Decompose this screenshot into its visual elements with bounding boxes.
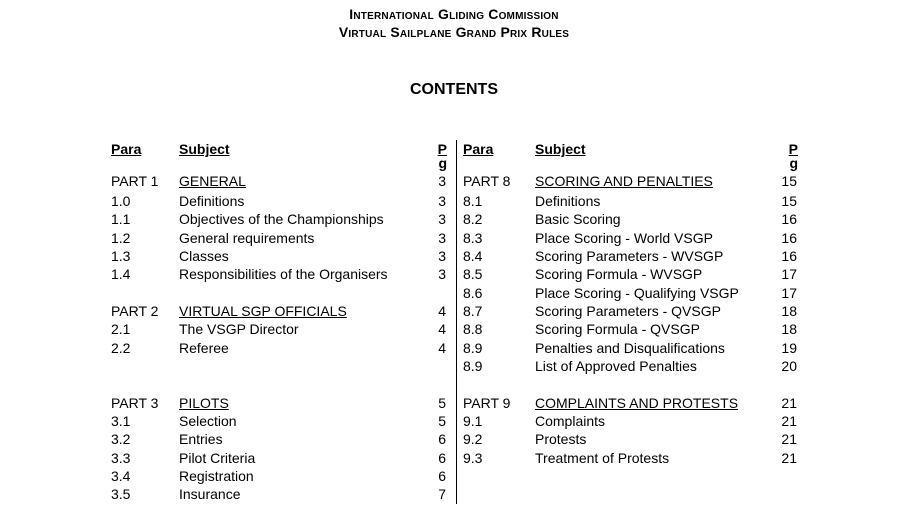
toc-part-number: PART 2	[111, 303, 159, 319]
toc-subject: Insurance	[179, 486, 241, 502]
toc-para-number: 8.9	[463, 358, 483, 374]
toc-para-number: 8.4	[463, 248, 483, 264]
toc-subject: Referee	[179, 340, 229, 356]
toc-page-number: 3	[438, 211, 446, 227]
toc-page-number: 6	[438, 450, 446, 466]
toc-page-number: 21	[781, 431, 797, 447]
doc-header-line1: International Gliding Commission	[349, 6, 559, 22]
toc-page-number: 15	[781, 173, 797, 189]
toc-page-number: 3	[438, 193, 446, 209]
toc-para-number: 2.1	[111, 321, 131, 337]
toc-part-title: GENERAL	[179, 173, 246, 189]
toc-subject: Pilot Criteria	[179, 450, 256, 466]
toc-page-number: 4	[438, 321, 446, 337]
toc-page-number: 18	[781, 321, 797, 337]
toc-page-number: 3	[438, 173, 446, 189]
toc-part-number: PART 3	[111, 395, 159, 411]
toc-page-number: 19	[781, 340, 797, 356]
toc-para-number: 2.2	[111, 340, 131, 356]
doc-header-line2: Virtual Sailplane Grand Prix Rules	[338, 24, 570, 40]
toc-page-number: 21	[781, 413, 797, 429]
toc-subject: Scoring Parameters - WVSGP	[535, 248, 724, 264]
toc-part-title: VIRTUAL SGP OFFICIALS	[179, 303, 347, 319]
toc-para-number: 3.1	[111, 413, 131, 429]
toc-para-number: 8.3	[463, 230, 483, 246]
toc-para-number: 1.3	[111, 248, 131, 264]
toc-page-number: 16	[781, 211, 797, 227]
toc-para-number: 1.2	[111, 230, 131, 246]
right-pg-header: Pg	[788, 141, 798, 171]
toc-subject: Definitions	[535, 193, 601, 209]
toc-part-title: SCORING AND PENALTIES	[535, 173, 713, 189]
toc-subject: Penalties and Disqualifications	[535, 340, 725, 356]
toc-subject: Place Scoring - Qualifying VSGP	[535, 285, 739, 301]
toc-subject: Protests	[535, 431, 587, 447]
toc-page-number: 4	[438, 303, 446, 319]
toc-subject: Scoring Formula - QVSGP	[535, 321, 700, 337]
toc-para-number: 9.3	[463, 450, 483, 466]
toc-para-number: 8.9	[463, 340, 483, 356]
toc-para-number: 8.8	[463, 321, 483, 337]
toc-para-number: 8.7	[463, 303, 483, 319]
toc-subject: The VSGP Director	[179, 321, 299, 337]
toc-para-number: 3.3	[111, 450, 131, 466]
toc-part-title: COMPLAINTS AND PROTESTS	[535, 395, 739, 411]
toc-part-number: PART 9	[463, 395, 511, 411]
toc-subject: Treatment of Protests	[535, 450, 670, 466]
toc-page-number: 17	[781, 285, 797, 301]
left-subject-header: Subject	[179, 141, 230, 157]
left-para-header: Para	[111, 141, 142, 157]
toc-subject: Objectives of the Championships	[179, 211, 384, 227]
contents-title: CONTENTS	[410, 81, 498, 98]
toc-page-number: 3	[438, 230, 446, 246]
toc-para-number: 1.4	[111, 266, 131, 282]
right-subject-header: Subject	[535, 141, 586, 157]
toc-page-number: 5	[438, 413, 446, 429]
toc-page-number: 16	[781, 248, 797, 264]
toc-subject: Responsibilities of the Organisers	[179, 266, 388, 282]
toc-subject: Scoring Parameters - QVSGP	[535, 303, 721, 319]
toc-page-number: 4	[438, 340, 446, 356]
toc-part-number: PART 1	[111, 173, 159, 189]
toc-part-number: PART 8	[463, 173, 511, 189]
toc-subject: General requirements	[179, 230, 315, 246]
toc-subject: Scoring Formula - WVSGP	[535, 266, 703, 282]
toc-subject: Registration	[179, 468, 254, 484]
toc-subject: List of Approved Penalties	[535, 358, 697, 374]
left-pg-header: Pg	[437, 141, 447, 171]
toc-para-number: 8.6	[463, 285, 483, 301]
toc-subject: Entries	[179, 431, 223, 447]
toc-para-number: 9.2	[463, 431, 483, 447]
toc-para-number: 8.1	[463, 193, 483, 209]
toc-page-number: 7	[438, 486, 446, 502]
toc-subject: Classes	[179, 248, 229, 264]
toc-para-number: 3.4	[111, 468, 131, 484]
toc-subject: Place Scoring - World VSGP	[535, 230, 713, 246]
toc-subject: Complaints	[535, 413, 606, 429]
toc-page-number: 21	[781, 395, 797, 411]
toc-page-number: 6	[438, 468, 446, 484]
toc-para-number: 1.1	[111, 211, 131, 227]
toc-page-number: 3	[438, 248, 446, 264]
toc-page-number: 16	[781, 230, 797, 246]
column-divider	[456, 140, 457, 504]
toc-para-number: 8.5	[463, 266, 483, 282]
toc-page-number: 21	[781, 450, 797, 466]
toc-subject: Basic Scoring	[535, 211, 621, 227]
toc-page-number: 17	[781, 266, 797, 282]
toc-page-number: 18	[781, 303, 797, 319]
toc-page-number: 20	[781, 358, 797, 374]
toc-para-number: 1.0	[111, 193, 131, 209]
toc-page-number: 6	[438, 431, 446, 447]
toc-para-number: 9.1	[463, 413, 483, 429]
toc-para-number: 8.2	[463, 211, 483, 227]
toc-part-title: PILOTS	[179, 395, 229, 411]
toc-page-number: 15	[781, 193, 797, 209]
toc-para-number: 3.2	[111, 431, 131, 447]
toc-subject: Definitions	[179, 193, 245, 209]
toc-page-number: 5	[438, 395, 446, 411]
toc-page-number: 3	[438, 266, 446, 282]
toc-para-number: 3.5	[111, 486, 131, 502]
toc-subject: Selection	[179, 413, 237, 429]
right-para-header: Para	[463, 141, 494, 157]
